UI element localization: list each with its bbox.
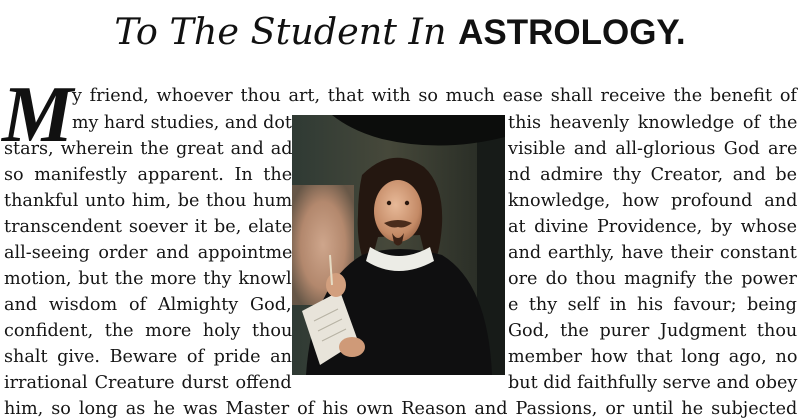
text-line-5: thankful unto him, be thou hum xyxy=(4,191,293,211)
text-line-6-right: at divine Providence, by whose xyxy=(508,217,798,237)
title-italic: To The Student In xyxy=(114,10,459,53)
drop-cap: M xyxy=(2,71,74,159)
text-line-9-right: e thy self in his favour; being xyxy=(508,295,797,315)
text-line-11-right: member how that long ago, no xyxy=(508,347,798,367)
text-line-7-right: and earthly, have their constant xyxy=(508,243,797,263)
text-line-3: stars, wherein the great and ad xyxy=(4,139,293,159)
text-line-8-right: ore do thou magnify the power xyxy=(508,269,797,289)
text-line-1: y friend, whoever thou art, that with so much ease shall receive the benefit of xyxy=(72,86,797,106)
title-bold: ASTROLOGY. xyxy=(458,13,686,52)
text-line-6: transcendent soever it be, elate xyxy=(4,217,293,237)
text-line-4-right: nd admire thy Creator, and be xyxy=(508,165,798,185)
text-line-2-right: this heavenly knowledge of the xyxy=(508,113,798,133)
portrait-image xyxy=(292,115,505,375)
text-line-3-right: visible and all-glorious God are xyxy=(508,139,798,159)
text-line-9: and wisdom of Almighty God, xyxy=(4,295,292,315)
text-line-4: so manifestly apparent. In the xyxy=(4,165,293,185)
page-title xyxy=(0,8,800,57)
text-line-7: all-seeing order and appointme xyxy=(4,243,293,263)
text-line-10-right: God, the purer Judgment thou xyxy=(508,321,798,341)
text-line-10: confident, the more holy thou xyxy=(4,321,293,341)
text-line-11: shalt give. Beware of pride an xyxy=(4,347,292,367)
text-line-12-right: but did faithfully serve and obey xyxy=(508,373,798,393)
text-line-5-right: knowledge, how profound and xyxy=(508,191,798,211)
text-line-12: irrational Creature durst offend xyxy=(4,373,292,393)
text-line-13: him, so long as he was Master of his own Reason and Passions, or until he subjected xyxy=(4,399,798,419)
text-line-8: motion, but the more thy knowl xyxy=(4,269,292,289)
text-line-2: my hard studies, and dot xyxy=(72,113,292,133)
